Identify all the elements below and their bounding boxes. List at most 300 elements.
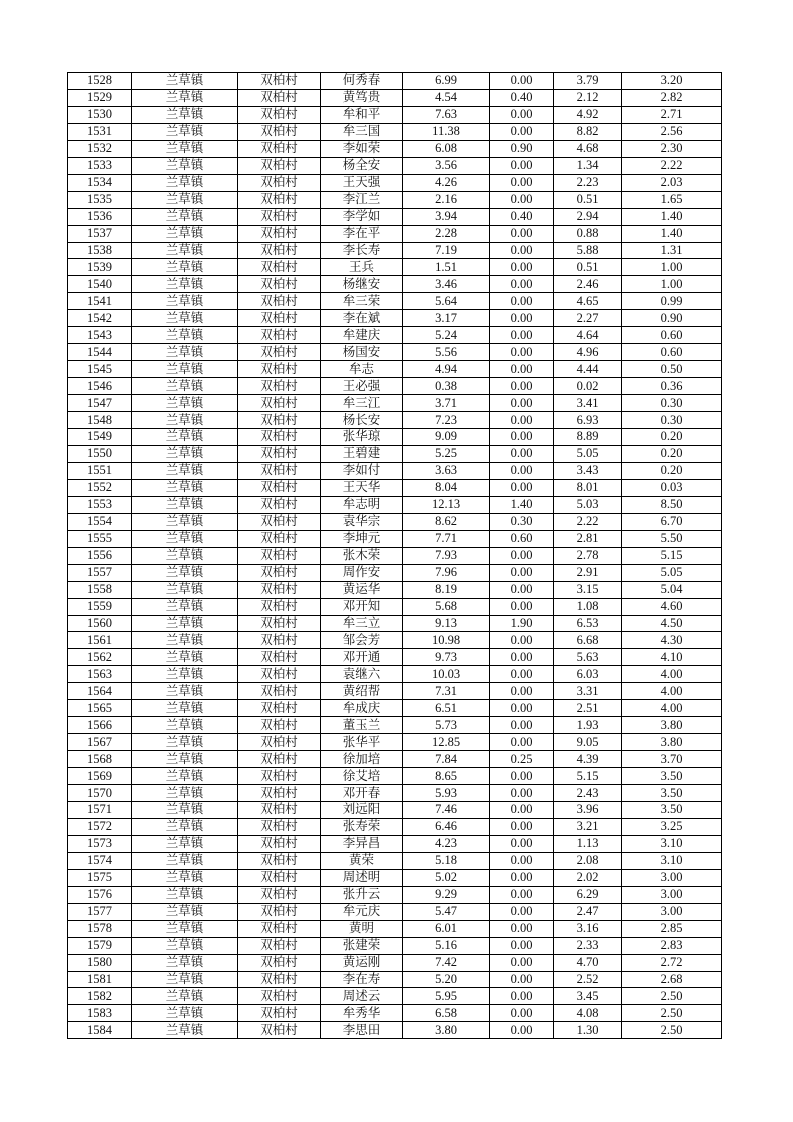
cell-value-total: 12.13 — [403, 496, 490, 513]
cell-row-number: 1568 — [68, 751, 132, 768]
cell-value-4: 5.50 — [622, 530, 722, 547]
cell-row-number: 1575 — [68, 869, 132, 886]
cell-village: 双柏村 — [238, 751, 321, 768]
cell-value-2: 0.00 — [490, 666, 554, 683]
cell-value-4: 3.25 — [622, 818, 722, 835]
cell-value-3: 3.15 — [554, 581, 622, 598]
cell-value-3: 4.64 — [554, 327, 622, 344]
cell-value-4: 3.00 — [622, 886, 722, 903]
cell-value-3: 4.44 — [554, 361, 622, 378]
cell-value-total: 0.38 — [403, 378, 490, 395]
cell-value-total: 5.95 — [403, 988, 490, 1005]
cell-row-number: 1552 — [68, 479, 132, 496]
cell-row-number: 1557 — [68, 564, 132, 581]
cell-name: 李异昌 — [321, 835, 403, 852]
cell-town: 兰草镇 — [132, 89, 238, 106]
cell-value-2: 0.00 — [490, 632, 554, 649]
cell-value-total: 6.01 — [403, 920, 490, 937]
cell-value-3: 1.08 — [554, 598, 622, 615]
cell-name: 邓开知 — [321, 598, 403, 615]
cell-town: 兰草镇 — [132, 276, 238, 293]
cell-village: 双柏村 — [238, 988, 321, 1005]
cell-name: 李在斌 — [321, 310, 403, 327]
cell-row-number: 1551 — [68, 462, 132, 479]
cell-value-total: 3.17 — [403, 310, 490, 327]
cell-row-number: 1563 — [68, 666, 132, 683]
cell-value-3: 4.70 — [554, 954, 622, 971]
cell-value-total: 7.93 — [403, 547, 490, 564]
cell-value-4: 2.50 — [622, 1005, 722, 1022]
cell-town: 兰草镇 — [132, 293, 238, 310]
cell-row-number: 1539 — [68, 259, 132, 276]
cell-value-3: 2.27 — [554, 310, 622, 327]
cell-value-total: 7.63 — [403, 106, 490, 123]
cell-value-total: 5.20 — [403, 971, 490, 988]
cell-town: 兰草镇 — [132, 988, 238, 1005]
cell-value-total: 3.46 — [403, 276, 490, 293]
cell-town: 兰草镇 — [132, 564, 238, 581]
cell-village: 双柏村 — [238, 259, 321, 276]
cell-row-number: 1554 — [68, 513, 132, 530]
cell-village: 双柏村 — [238, 683, 321, 700]
cell-value-3: 4.96 — [554, 344, 622, 361]
cell-village: 双柏村 — [238, 242, 321, 259]
cell-name: 牟和平 — [321, 106, 403, 123]
cell-village: 双柏村 — [238, 801, 321, 818]
cell-value-2: 1.90 — [490, 615, 554, 632]
table-row — [68, 1005, 722, 1022]
cell-row-number: 1574 — [68, 852, 132, 869]
cell-value-2: 0.00 — [490, 344, 554, 361]
cell-value-2: 0.00 — [490, 429, 554, 446]
cell-town: 兰草镇 — [132, 886, 238, 903]
cell-value-total: 9.09 — [403, 429, 490, 446]
cell-village: 双柏村 — [238, 920, 321, 937]
cell-town: 兰草镇 — [132, 801, 238, 818]
cell-value-2: 0.00 — [490, 598, 554, 615]
cell-value-3: 2.43 — [554, 785, 622, 802]
cell-value-4: 3.50 — [622, 801, 722, 818]
cell-town: 兰草镇 — [132, 395, 238, 412]
cell-value-2: 0.00 — [490, 818, 554, 835]
cell-row-number: 1544 — [68, 344, 132, 361]
cell-town: 兰草镇 — [132, 157, 238, 174]
cell-name: 李学如 — [321, 208, 403, 225]
cell-value-2: 0.00 — [490, 785, 554, 802]
cell-name: 张建荣 — [321, 937, 403, 954]
cell-village: 双柏村 — [238, 971, 321, 988]
cell-village: 双柏村 — [238, 225, 321, 242]
table-row — [68, 412, 722, 429]
cell-value-4: 4.00 — [622, 700, 722, 717]
cell-value-2: 0.00 — [490, 835, 554, 852]
cell-value-4: 2.68 — [622, 971, 722, 988]
table-row — [68, 734, 722, 751]
cell-row-number: 1538 — [68, 242, 132, 259]
cell-value-4: 0.20 — [622, 429, 722, 446]
cell-name: 王天华 — [321, 479, 403, 496]
cell-village: 双柏村 — [238, 344, 321, 361]
cell-value-4: 0.20 — [622, 462, 722, 479]
table-row — [68, 208, 722, 225]
table-row — [68, 920, 722, 937]
cell-value-2: 0.00 — [490, 462, 554, 479]
cell-name: 袁华宗 — [321, 513, 403, 530]
cell-value-total: 4.23 — [403, 835, 490, 852]
cell-row-number: 1582 — [68, 988, 132, 1005]
cell-value-3: 9.05 — [554, 734, 622, 751]
cell-row-number: 1577 — [68, 903, 132, 920]
cell-value-3: 2.91 — [554, 564, 622, 581]
cell-value-total: 7.42 — [403, 954, 490, 971]
cell-row-number: 1549 — [68, 429, 132, 446]
cell-name: 张寿荣 — [321, 818, 403, 835]
cell-village: 双柏村 — [238, 785, 321, 802]
cell-name: 黄运刚 — [321, 954, 403, 971]
cell-value-total: 11.38 — [403, 123, 490, 140]
cell-town: 兰草镇 — [132, 259, 238, 276]
table-row — [68, 344, 722, 361]
cell-name: 黄运华 — [321, 581, 403, 598]
cell-town: 兰草镇 — [132, 1005, 238, 1022]
cell-value-3: 5.88 — [554, 242, 622, 259]
cell-row-number: 1570 — [68, 785, 132, 802]
cell-value-4: 4.10 — [622, 649, 722, 666]
cell-village: 双柏村 — [238, 700, 321, 717]
cell-value-2: 0.00 — [490, 937, 554, 954]
data-table — [67, 72, 722, 1039]
cell-value-4: 4.50 — [622, 615, 722, 632]
cell-value-total: 12.85 — [403, 734, 490, 751]
cell-value-4: 4.00 — [622, 666, 722, 683]
table-row — [68, 615, 722, 632]
cell-value-2: 0.00 — [490, 361, 554, 378]
cell-town: 兰草镇 — [132, 785, 238, 802]
cell-town: 兰草镇 — [132, 513, 238, 530]
cell-value-4: 1.00 — [622, 276, 722, 293]
cell-value-4: 0.99 — [622, 293, 722, 310]
cell-value-total: 2.16 — [403, 191, 490, 208]
cell-row-number: 1546 — [68, 378, 132, 395]
cell-village: 双柏村 — [238, 157, 321, 174]
cell-value-2: 0.00 — [490, 157, 554, 174]
cell-name: 杨继安 — [321, 276, 403, 293]
cell-village: 双柏村 — [238, 140, 321, 157]
cell-value-3: 2.12 — [554, 89, 622, 106]
cell-name: 黄笃贵 — [321, 89, 403, 106]
cell-value-3: 2.02 — [554, 869, 622, 886]
cell-value-total: 9.73 — [403, 649, 490, 666]
cell-row-number: 1564 — [68, 683, 132, 700]
cell-row-number: 1535 — [68, 191, 132, 208]
cell-value-4: 2.50 — [622, 988, 722, 1005]
cell-town: 兰草镇 — [132, 344, 238, 361]
cell-town: 兰草镇 — [132, 598, 238, 615]
cell-value-total: 3.63 — [403, 462, 490, 479]
table-row — [68, 869, 722, 886]
cell-value-3: 4.08 — [554, 1005, 622, 1022]
cell-village: 双柏村 — [238, 462, 321, 479]
cell-value-total: 9.13 — [403, 615, 490, 632]
cell-town: 兰草镇 — [132, 717, 238, 734]
cell-value-4: 0.36 — [622, 378, 722, 395]
cell-village: 双柏村 — [238, 649, 321, 666]
cell-value-3: 5.05 — [554, 445, 622, 462]
cell-value-total: 8.62 — [403, 513, 490, 530]
cell-value-3: 4.92 — [554, 106, 622, 123]
cell-value-total: 10.98 — [403, 632, 490, 649]
cell-value-3: 3.43 — [554, 462, 622, 479]
table-row — [68, 988, 722, 1005]
cell-row-number: 1583 — [68, 1005, 132, 1022]
cell-town: 兰草镇 — [132, 818, 238, 835]
cell-village: 双柏村 — [238, 598, 321, 615]
cell-value-2: 0.00 — [490, 734, 554, 751]
cell-town: 兰草镇 — [132, 310, 238, 327]
cell-value-4: 2.30 — [622, 140, 722, 157]
cell-value-3: 2.33 — [554, 937, 622, 954]
table-row — [68, 89, 722, 106]
cell-row-number: 1532 — [68, 140, 132, 157]
cell-value-4: 1.00 — [622, 259, 722, 276]
cell-value-2: 0.00 — [490, 174, 554, 191]
table-row — [68, 140, 722, 157]
table-row — [68, 259, 722, 276]
cell-town: 兰草镇 — [132, 954, 238, 971]
cell-value-4: 3.50 — [622, 785, 722, 802]
cell-village: 双柏村 — [238, 852, 321, 869]
cell-name: 黄明 — [321, 920, 403, 937]
cell-value-3: 3.41 — [554, 395, 622, 412]
table-row — [68, 225, 722, 242]
cell-value-total: 7.23 — [403, 412, 490, 429]
table-row — [68, 903, 722, 920]
cell-value-total: 6.51 — [403, 700, 490, 717]
cell-value-total: 6.46 — [403, 818, 490, 835]
cell-name: 周述云 — [321, 988, 403, 1005]
cell-village: 双柏村 — [238, 954, 321, 971]
cell-town: 兰草镇 — [132, 581, 238, 598]
table-row — [68, 530, 722, 547]
cell-name: 杨全安 — [321, 157, 403, 174]
cell-row-number: 1545 — [68, 361, 132, 378]
cell-value-4: 0.20 — [622, 445, 722, 462]
cell-value-2: 0.00 — [490, 649, 554, 666]
table-row — [68, 293, 722, 310]
cell-name: 何秀春 — [321, 73, 403, 90]
cell-village: 双柏村 — [238, 479, 321, 496]
cell-name: 周作安 — [321, 564, 403, 581]
cell-value-3: 2.22 — [554, 513, 622, 530]
cell-village: 双柏村 — [238, 276, 321, 293]
table-row — [68, 971, 722, 988]
cell-value-2: 0.00 — [490, 1005, 554, 1022]
cell-value-2: 0.25 — [490, 751, 554, 768]
cell-value-4: 0.03 — [622, 479, 722, 496]
cell-value-2: 0.00 — [490, 852, 554, 869]
cell-row-number: 1566 — [68, 717, 132, 734]
cell-row-number: 1579 — [68, 937, 132, 954]
cell-row-number: 1561 — [68, 632, 132, 649]
cell-town: 兰草镇 — [132, 683, 238, 700]
cell-value-2: 0.00 — [490, 954, 554, 971]
cell-name: 牟三江 — [321, 395, 403, 412]
cell-value-3: 6.53 — [554, 615, 622, 632]
cell-town: 兰草镇 — [132, 225, 238, 242]
cell-village: 双柏村 — [238, 564, 321, 581]
cell-value-4: 3.00 — [622, 903, 722, 920]
cell-town: 兰草镇 — [132, 920, 238, 937]
table-row — [68, 598, 722, 615]
cell-value-4: 2.71 — [622, 106, 722, 123]
cell-value-3: 0.88 — [554, 225, 622, 242]
cell-value-4: 5.15 — [622, 547, 722, 564]
cell-name: 邓开春 — [321, 785, 403, 802]
cell-name: 牟三立 — [321, 615, 403, 632]
cell-value-3: 8.82 — [554, 123, 622, 140]
cell-value-total: 5.24 — [403, 327, 490, 344]
table-row — [68, 174, 722, 191]
cell-value-2: 0.00 — [490, 801, 554, 818]
table-row — [68, 157, 722, 174]
cell-value-4: 2.50 — [622, 1022, 722, 1039]
cell-value-total: 3.56 — [403, 157, 490, 174]
cell-village: 双柏村 — [238, 208, 321, 225]
cell-row-number: 1541 — [68, 293, 132, 310]
table-row — [68, 1022, 722, 1039]
cell-town: 兰草镇 — [132, 547, 238, 564]
cell-village: 双柏村 — [238, 835, 321, 852]
cell-value-total: 7.46 — [403, 801, 490, 818]
table-row — [68, 801, 722, 818]
cell-town: 兰草镇 — [132, 903, 238, 920]
cell-value-total: 5.73 — [403, 717, 490, 734]
cell-value-total: 8.65 — [403, 768, 490, 785]
cell-value-4: 3.50 — [622, 768, 722, 785]
cell-value-2: 0.90 — [490, 140, 554, 157]
cell-name: 牟元庆 — [321, 903, 403, 920]
cell-value-2: 0.00 — [490, 327, 554, 344]
table-body — [68, 73, 722, 1039]
cell-name: 牟志 — [321, 361, 403, 378]
cell-row-number: 1580 — [68, 954, 132, 971]
cell-name: 王兵 — [321, 259, 403, 276]
cell-value-3: 2.52 — [554, 971, 622, 988]
cell-town: 兰草镇 — [132, 479, 238, 496]
cell-row-number: 1537 — [68, 225, 132, 242]
cell-value-2: 0.00 — [490, 191, 554, 208]
cell-village: 双柏村 — [238, 327, 321, 344]
cell-name: 张升云 — [321, 886, 403, 903]
cell-name: 李在寿 — [321, 971, 403, 988]
table-row — [68, 361, 722, 378]
cell-town: 兰草镇 — [132, 971, 238, 988]
cell-value-total: 3.94 — [403, 208, 490, 225]
cell-town: 兰草镇 — [132, 852, 238, 869]
cell-row-number: 1536 — [68, 208, 132, 225]
cell-village: 双柏村 — [238, 530, 321, 547]
cell-village: 双柏村 — [238, 174, 321, 191]
cell-town: 兰草镇 — [132, 632, 238, 649]
cell-name: 董玉兰 — [321, 717, 403, 734]
cell-value-4: 1.40 — [622, 225, 722, 242]
cell-village: 双柏村 — [238, 445, 321, 462]
cell-value-3: 0.02 — [554, 378, 622, 395]
cell-town: 兰草镇 — [132, 1022, 238, 1039]
table-row — [68, 429, 722, 446]
cell-name: 王天强 — [321, 174, 403, 191]
cell-value-total: 6.08 — [403, 140, 490, 157]
cell-value-3: 8.89 — [554, 429, 622, 446]
cell-town: 兰草镇 — [132, 445, 238, 462]
cell-town: 兰草镇 — [132, 666, 238, 683]
table-row — [68, 649, 722, 666]
cell-row-number: 1562 — [68, 649, 132, 666]
cell-value-total: 3.80 — [403, 1022, 490, 1039]
cell-row-number: 1584 — [68, 1022, 132, 1039]
cell-value-4: 3.70 — [622, 751, 722, 768]
cell-value-total: 6.58 — [403, 1005, 490, 1022]
cell-row-number: 1553 — [68, 496, 132, 513]
cell-value-2: 0.00 — [490, 564, 554, 581]
table-row — [68, 666, 722, 683]
cell-value-total: 4.54 — [403, 89, 490, 106]
table-row — [68, 937, 722, 954]
cell-village: 双柏村 — [238, 496, 321, 513]
cell-town: 兰草镇 — [132, 208, 238, 225]
cell-value-3: 6.68 — [554, 632, 622, 649]
cell-value-total: 5.47 — [403, 903, 490, 920]
cell-village: 双柏村 — [238, 869, 321, 886]
cell-name: 周述明 — [321, 869, 403, 886]
cell-row-number: 1550 — [68, 445, 132, 462]
cell-name: 刘远阳 — [321, 801, 403, 818]
cell-row-number: 1567 — [68, 734, 132, 751]
cell-value-2: 0.00 — [490, 123, 554, 140]
cell-value-total: 8.19 — [403, 581, 490, 598]
cell-value-4: 0.90 — [622, 310, 722, 327]
cell-row-number: 1528 — [68, 73, 132, 90]
cell-value-4: 1.31 — [622, 242, 722, 259]
cell-value-3: 1.93 — [554, 717, 622, 734]
cell-value-2: 0.00 — [490, 920, 554, 937]
table-row — [68, 310, 722, 327]
cell-value-2: 0.00 — [490, 700, 554, 717]
table-row — [68, 513, 722, 530]
cell-value-4: 2.56 — [622, 123, 722, 140]
table-row — [68, 547, 722, 564]
cell-value-2: 0.00 — [490, 886, 554, 903]
cell-village: 双柏村 — [238, 937, 321, 954]
cell-value-2: 0.00 — [490, 259, 554, 276]
cell-value-total: 8.04 — [403, 479, 490, 496]
cell-value-3: 4.65 — [554, 293, 622, 310]
cell-name: 王碧建 — [321, 445, 403, 462]
cell-village: 双柏村 — [238, 106, 321, 123]
cell-name: 徐加培 — [321, 751, 403, 768]
cell-name: 黄荣 — [321, 852, 403, 869]
cell-town: 兰草镇 — [132, 462, 238, 479]
cell-value-3: 6.93 — [554, 412, 622, 429]
table-row — [68, 496, 722, 513]
cell-village: 双柏村 — [238, 1022, 321, 1039]
cell-value-2: 0.00 — [490, 581, 554, 598]
cell-value-2: 0.00 — [490, 106, 554, 123]
cell-value-3: 2.78 — [554, 547, 622, 564]
cell-name: 李思田 — [321, 1022, 403, 1039]
cell-row-number: 1573 — [68, 835, 132, 852]
cell-value-3: 6.03 — [554, 666, 622, 683]
